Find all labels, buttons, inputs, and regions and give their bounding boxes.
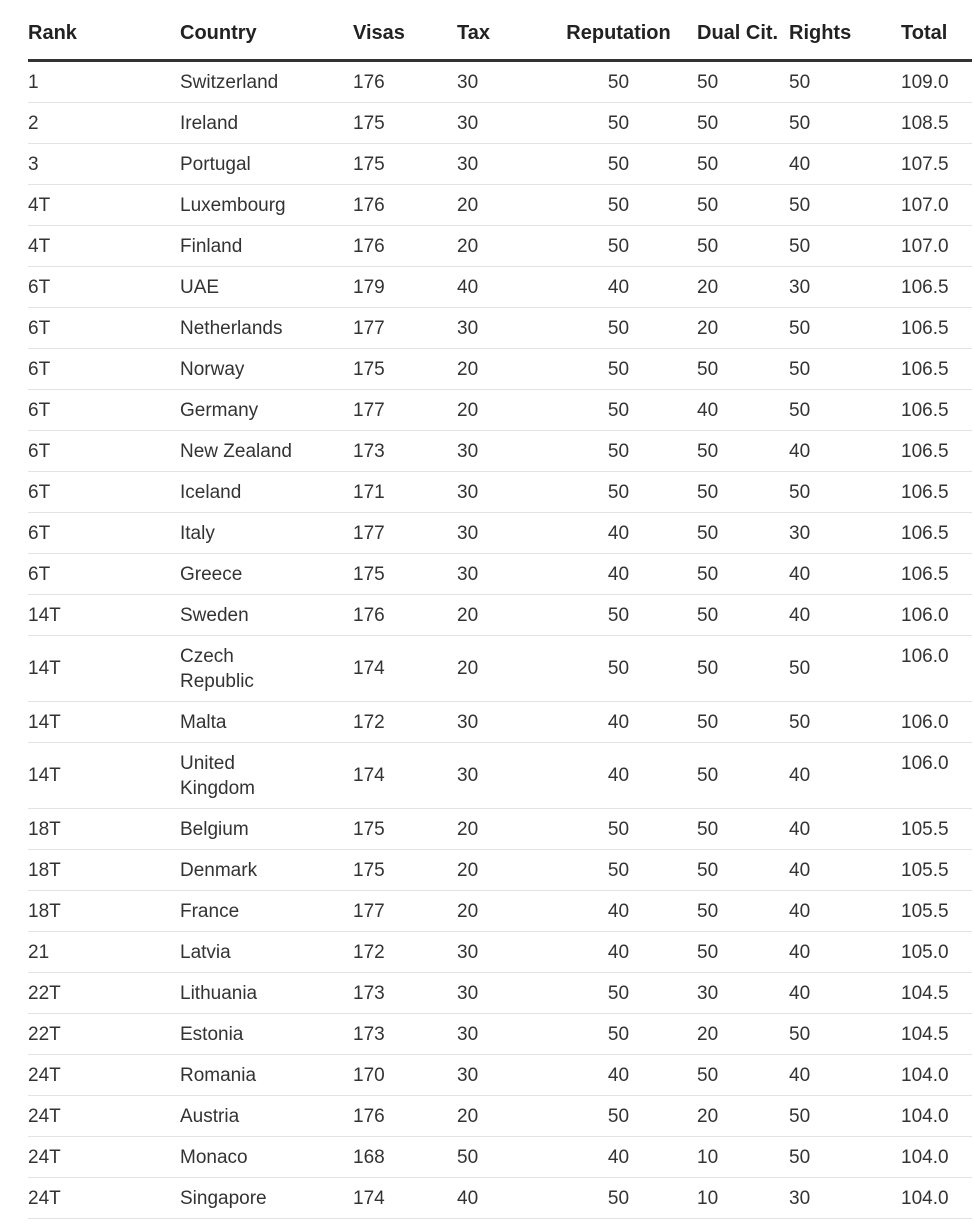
cell-dual-citizenship: 50 — [697, 809, 789, 850]
cell-total: 105.0 — [901, 932, 972, 973]
country-name: Singapore — [180, 1187, 267, 1209]
cell-rank: 24T — [28, 1137, 180, 1178]
header-visas[interactable]: Visas — [353, 0, 457, 61]
cell-rank: 22T — [28, 1014, 180, 1055]
cell-total: 105.5 — [901, 809, 972, 850]
cell-reputation: 50 — [540, 809, 697, 850]
cell-total: 109.0 — [901, 61, 972, 103]
cell-reputation: 40 — [540, 702, 697, 743]
cell-country — [180, 308, 353, 349]
cell-rank: 6T — [28, 308, 180, 349]
country-name: Germany — [180, 399, 259, 421]
cell-rights: 40 — [789, 144, 901, 185]
cell-total: 105.5 — [901, 850, 972, 891]
cell-visas: 175 — [353, 554, 457, 595]
cell-rights: 40 — [789, 932, 901, 973]
cell-reputation: 50 — [540, 308, 697, 349]
cell-rights: 40 — [789, 809, 901, 850]
cell-total: 106.0 — [901, 702, 972, 743]
cell-visas: 172 — [353, 932, 457, 973]
cell-country — [180, 850, 353, 891]
cell-rights: 40 — [789, 891, 901, 932]
cell-reputation: 40 — [540, 1137, 697, 1178]
table-row — [28, 349, 972, 390]
ranking-table — [28, 0, 972, 1219]
cell-tax: 40 — [457, 267, 540, 308]
cell-visas: 174 — [353, 1178, 457, 1219]
cell-dual-citizenship: 50 — [697, 1055, 789, 1096]
cell-country — [180, 103, 353, 144]
cell-reputation: 40 — [540, 932, 697, 973]
cell-dual-citizenship: 20 — [697, 267, 789, 308]
cell-rights: 40 — [789, 431, 901, 472]
cell-tax: 20 — [457, 1096, 540, 1137]
cell-dual-citizenship: 50 — [697, 61, 789, 103]
cell-reputation: 50 — [540, 636, 697, 702]
cell-visas: 176 — [353, 595, 457, 636]
cell-rights: 40 — [789, 850, 901, 891]
cell-dual-citizenship: 50 — [697, 431, 789, 472]
cell-country — [180, 267, 353, 308]
table-row — [28, 973, 972, 1014]
cell-total: 106.0 — [901, 636, 972, 702]
table-row — [28, 61, 972, 103]
cell-reputation: 50 — [540, 103, 697, 144]
table-row — [28, 1055, 972, 1096]
cell-total: 105.5 — [901, 891, 972, 932]
header-reputation[interactable]: Reputation — [540, 0, 697, 61]
country-name: UAE — [180, 276, 220, 298]
cell-dual-citizenship: 50 — [697, 144, 789, 185]
cell-reputation: 50 — [540, 185, 697, 226]
cell-rank: 14T — [28, 636, 180, 702]
cell-rights: 40 — [789, 1055, 901, 1096]
cell-rank: 18T — [28, 850, 180, 891]
cell-country — [180, 349, 353, 390]
cell-country — [180, 390, 353, 431]
cell-rank: 22T — [28, 973, 180, 1014]
cell-rank: 4T — [28, 185, 180, 226]
cell-rights: 50 — [789, 308, 901, 349]
cell-dual-citizenship: 50 — [697, 185, 789, 226]
cell-rights: 50 — [789, 61, 901, 103]
cell-tax: 30 — [457, 554, 540, 595]
cell-reputation: 50 — [540, 390, 697, 431]
cell-reputation: 50 — [540, 595, 697, 636]
table-row — [28, 932, 972, 973]
cell-total: 107.0 — [901, 185, 972, 226]
header-rights[interactable]: Rights — [789, 0, 901, 61]
cell-rank: 6T — [28, 554, 180, 595]
cell-country — [180, 891, 353, 932]
cell-dual-citizenship: 50 — [697, 932, 789, 973]
cell-rights: 50 — [789, 702, 901, 743]
cell-total: 107.5 — [901, 144, 972, 185]
cell-rank: 1 — [28, 61, 180, 103]
cell-country — [180, 1014, 353, 1055]
cell-tax: 20 — [457, 850, 540, 891]
table-row — [28, 809, 972, 850]
cell-rights: 50 — [789, 349, 901, 390]
table-header — [28, 0, 972, 61]
cell-reputation: 50 — [540, 973, 697, 1014]
cell-visas: 177 — [353, 390, 457, 431]
cell-reputation: 50 — [540, 349, 697, 390]
cell-visas: 179 — [353, 267, 457, 308]
cell-visas: 168 — [353, 1137, 457, 1178]
cell-visas: 177 — [353, 513, 457, 554]
cell-reputation: 50 — [540, 144, 697, 185]
cell-visas: 176 — [353, 61, 457, 103]
cell-reputation: 50 — [540, 1178, 697, 1219]
header-country[interactable]: Country — [180, 0, 353, 61]
country-name: Sweden — [180, 604, 249, 626]
country-name: Denmark — [180, 859, 258, 881]
cell-total: 106.5 — [901, 349, 972, 390]
cell-dual-citizenship: 50 — [697, 554, 789, 595]
country-name: United Kingdom — [180, 752, 255, 799]
cell-tax: 30 — [457, 973, 540, 1014]
country-name: Lithuania — [180, 982, 258, 1004]
cell-visas: 175 — [353, 349, 457, 390]
cell-country — [180, 185, 353, 226]
cell-tax: 30 — [457, 308, 540, 349]
cell-rank: 3 — [28, 144, 180, 185]
cell-rights: 50 — [789, 1014, 901, 1055]
cell-country — [180, 809, 353, 850]
cell-rank: 14T — [28, 702, 180, 743]
cell-reputation: 50 — [540, 850, 697, 891]
cell-rights: 40 — [789, 743, 901, 809]
table-row — [28, 226, 972, 267]
cell-total: 104.0 — [901, 1137, 972, 1178]
cell-total: 108.5 — [901, 103, 972, 144]
cell-reputation: 50 — [540, 1014, 697, 1055]
cell-visas: 170 — [353, 1055, 457, 1096]
cell-rank: 14T — [28, 595, 180, 636]
table-row — [28, 595, 972, 636]
cell-visas: 177 — [353, 891, 457, 932]
cell-country — [180, 226, 353, 267]
cell-tax: 20 — [457, 891, 540, 932]
cell-total: 104.0 — [901, 1055, 972, 1096]
cell-rank: 6T — [28, 267, 180, 308]
table-row — [28, 1137, 972, 1178]
header-tax[interactable]: Tax — [457, 0, 540, 61]
cell-dual-citizenship: 50 — [697, 103, 789, 144]
table-row — [28, 185, 972, 226]
cell-visas: 176 — [353, 185, 457, 226]
country-name: Italy — [180, 522, 215, 544]
cell-dual-citizenship: 50 — [697, 702, 789, 743]
cell-total: 106.0 — [901, 595, 972, 636]
cell-tax: 30 — [457, 743, 540, 809]
country-name: Portugal — [180, 153, 251, 175]
table-row — [28, 144, 972, 185]
cell-tax: 20 — [457, 185, 540, 226]
country-name: Czech Republic — [180, 645, 254, 692]
cell-reputation: 50 — [540, 61, 697, 103]
cell-rights: 30 — [789, 267, 901, 308]
table-row — [28, 702, 972, 743]
cell-reputation: 40 — [540, 891, 697, 932]
cell-rank: 24T — [28, 1178, 180, 1219]
table-body — [28, 61, 972, 1219]
cell-rank: 24T — [28, 1055, 180, 1096]
cell-dual-citizenship: 30 — [697, 973, 789, 1014]
cell-dual-citizenship: 50 — [697, 595, 789, 636]
cell-country — [180, 144, 353, 185]
cell-rank: 21 — [28, 932, 180, 973]
cell-rights: 30 — [789, 1178, 901, 1219]
cell-total: 106.5 — [901, 267, 972, 308]
country-name: Monaco — [180, 1146, 248, 1168]
cell-dual-citizenship: 20 — [697, 1096, 789, 1137]
country-name: Iceland — [180, 481, 242, 503]
cell-visas: 174 — [353, 743, 457, 809]
cell-visas: 174 — [353, 636, 457, 702]
cell-rank: 18T — [28, 891, 180, 932]
cell-tax: 30 — [457, 932, 540, 973]
country-name: Norway — [180, 358, 245, 380]
cell-visas: 176 — [353, 1096, 457, 1137]
cell-total: 106.5 — [901, 431, 972, 472]
cell-country — [180, 513, 353, 554]
cell-visas: 177 — [353, 308, 457, 349]
cell-rank: 14T — [28, 743, 180, 809]
cell-dual-citizenship: 50 — [697, 636, 789, 702]
header-dual-citizenship[interactable]: Dual Cit. — [697, 0, 789, 61]
country-name: Estonia — [180, 1023, 244, 1045]
cell-total: 104.0 — [901, 1178, 972, 1219]
cell-tax: 20 — [457, 809, 540, 850]
cell-visas: 175 — [353, 144, 457, 185]
cell-visas: 173 — [353, 431, 457, 472]
cell-rank: 6T — [28, 513, 180, 554]
table-row — [28, 554, 972, 595]
cell-tax: 20 — [457, 595, 540, 636]
cell-tax: 20 — [457, 349, 540, 390]
cell-rights: 40 — [789, 595, 901, 636]
cell-rights: 50 — [789, 103, 901, 144]
cell-reputation: 50 — [540, 226, 697, 267]
cell-reputation: 50 — [540, 472, 697, 513]
cell-reputation: 50 — [540, 431, 697, 472]
cell-rights: 50 — [789, 636, 901, 702]
cell-visas: 175 — [353, 809, 457, 850]
table-row — [28, 267, 972, 308]
table-row — [28, 743, 972, 809]
cell-tax: 50 — [457, 1137, 540, 1178]
cell-tax: 20 — [457, 390, 540, 431]
cell-visas: 172 — [353, 702, 457, 743]
cell-country — [180, 61, 353, 103]
table-row — [28, 390, 972, 431]
country-name: Ireland — [180, 112, 239, 134]
cell-rank: 4T — [28, 226, 180, 267]
cell-dual-citizenship: 50 — [697, 226, 789, 267]
country-name: Greece — [180, 563, 243, 585]
cell-total: 104.0 — [901, 1096, 972, 1137]
cell-visas: 175 — [353, 103, 457, 144]
cell-rights: 30 — [789, 513, 901, 554]
header-total[interactable]: Total — [901, 0, 972, 61]
cell-country — [180, 1178, 353, 1219]
table-row — [28, 103, 972, 144]
ranking-table-container — [28, 0, 972, 1219]
table-row — [28, 1014, 972, 1055]
cell-total: 106.5 — [901, 472, 972, 513]
cell-country — [180, 1096, 353, 1137]
cell-visas: 175 — [353, 850, 457, 891]
country-name: Switzerland — [180, 71, 279, 93]
table-row — [28, 308, 972, 349]
country-name: Romania — [180, 1064, 257, 1086]
cell-rights: 50 — [789, 226, 901, 267]
cell-country — [180, 554, 353, 595]
cell-dual-citizenship: 50 — [697, 472, 789, 513]
cell-tax: 30 — [457, 702, 540, 743]
cell-rights: 50 — [789, 185, 901, 226]
cell-tax: 30 — [457, 513, 540, 554]
cell-rank: 24T — [28, 1096, 180, 1137]
header-row — [28, 0, 972, 61]
cell-rights: 50 — [789, 472, 901, 513]
table-row — [28, 850, 972, 891]
cell-dual-citizenship: 50 — [697, 891, 789, 932]
cell-dual-citizenship: 10 — [697, 1178, 789, 1219]
cell-total: 106.0 — [901, 743, 972, 809]
cell-total: 104.5 — [901, 973, 972, 1014]
cell-dual-citizenship: 50 — [697, 743, 789, 809]
cell-country — [180, 743, 353, 809]
country-name: Luxembourg — [180, 194, 286, 216]
cell-total: 106.5 — [901, 513, 972, 554]
cell-total: 106.5 — [901, 390, 972, 431]
cell-reputation: 40 — [540, 743, 697, 809]
table-row — [28, 891, 972, 932]
cell-rank: 6T — [28, 390, 180, 431]
cell-rank: 18T — [28, 809, 180, 850]
cell-dual-citizenship: 10 — [697, 1137, 789, 1178]
cell-rights: 50 — [789, 1137, 901, 1178]
cell-dual-citizenship: 40 — [697, 390, 789, 431]
cell-dual-citizenship: 50 — [697, 513, 789, 554]
cell-dual-citizenship: 20 — [697, 1014, 789, 1055]
country-name: Malta — [180, 711, 227, 733]
cell-tax: 30 — [457, 1014, 540, 1055]
cell-tax: 40 — [457, 1178, 540, 1219]
cell-rank: 6T — [28, 472, 180, 513]
table-row — [28, 1178, 972, 1219]
country-name: Austria — [180, 1105, 240, 1127]
cell-reputation: 40 — [540, 267, 697, 308]
cell-rights: 50 — [789, 1096, 901, 1137]
country-name: Latvia — [180, 941, 231, 963]
cell-tax: 30 — [457, 61, 540, 103]
country-name: Netherlands — [180, 317, 283, 339]
cell-tax: 20 — [457, 226, 540, 267]
cell-tax: 30 — [457, 431, 540, 472]
cell-rank: 6T — [28, 431, 180, 472]
cell-country — [180, 973, 353, 1014]
cell-rights: 50 — [789, 390, 901, 431]
cell-tax: 30 — [457, 144, 540, 185]
cell-country — [180, 636, 353, 702]
cell-rights: 40 — [789, 973, 901, 1014]
cell-country — [180, 702, 353, 743]
cell-reputation: 40 — [540, 554, 697, 595]
cell-dual-citizenship: 50 — [697, 850, 789, 891]
cell-country — [180, 932, 353, 973]
cell-visas: 176 — [353, 226, 457, 267]
cell-total: 106.5 — [901, 554, 972, 595]
cell-rank: 6T — [28, 349, 180, 390]
cell-rank: 2 — [28, 103, 180, 144]
table-row — [28, 431, 972, 472]
cell-reputation: 50 — [540, 1096, 697, 1137]
header-rank[interactable]: Rank — [28, 0, 180, 61]
cell-country — [180, 1137, 353, 1178]
country-name: Finland — [180, 235, 243, 257]
cell-dual-citizenship: 50 — [697, 349, 789, 390]
cell-total: 104.5 — [901, 1014, 972, 1055]
cell-reputation: 40 — [540, 513, 697, 554]
table-row — [28, 1096, 972, 1137]
cell-country — [180, 1055, 353, 1096]
cell-reputation: 40 — [540, 1055, 697, 1096]
cell-tax: 30 — [457, 472, 540, 513]
table-row — [28, 636, 972, 702]
cell-total: 107.0 — [901, 226, 972, 267]
cell-tax: 20 — [457, 636, 540, 702]
cell-tax: 30 — [457, 1055, 540, 1096]
cell-visas: 173 — [353, 1014, 457, 1055]
cell-rights: 40 — [789, 554, 901, 595]
cell-tax: 30 — [457, 103, 540, 144]
cell-dual-citizenship: 20 — [697, 308, 789, 349]
cell-visas: 171 — [353, 472, 457, 513]
table-row — [28, 472, 972, 513]
table-row — [28, 513, 972, 554]
cell-visas: 173 — [353, 973, 457, 1014]
country-name: Belgium — [180, 818, 249, 840]
cell-country — [180, 595, 353, 636]
country-name: New Zealand — [180, 440, 292, 462]
cell-country — [180, 431, 353, 472]
cell-country — [180, 472, 353, 513]
country-name: France — [180, 900, 240, 922]
cell-total: 106.5 — [901, 308, 972, 349]
